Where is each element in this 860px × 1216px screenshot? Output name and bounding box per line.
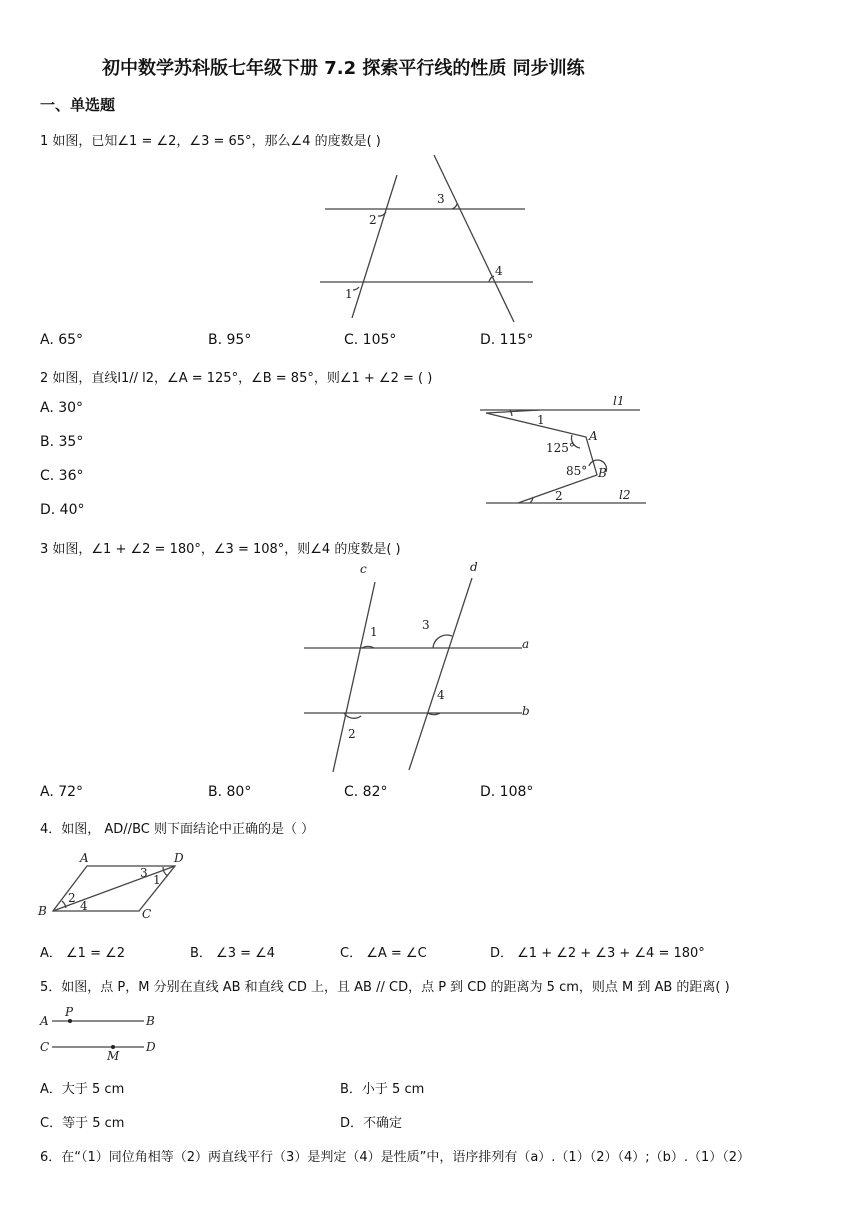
q1-option-d[interactable]: D. 115° [480,332,534,348]
q3-label-2: 2 [348,727,356,741]
q1-label-1: 1 [345,287,353,301]
q5-option-a[interactable]: A．大于 5 cm [40,1082,125,1097]
q2-option-a[interactable]: A. 30° [40,400,84,416]
q2-stem: 2 如图，直线l1// l2，∠A = 125°，∠B = 85°，则∠1 + ∠2 = ( ) [40,371,433,386]
q3-stem: 3 如图，∠1 + ∠2 = 180°，∠3 = 108°，则∠4 的度数是( ) [40,542,401,557]
q2-label-B: B [598,466,607,480]
q2-option-c[interactable]: C. 36° [40,468,84,484]
q3-option-d[interactable]: D. 108° [480,784,534,800]
q1-label-3: 3 [437,192,445,206]
q3-label-1: 1 [370,625,378,639]
q5-label-D: D [146,1040,156,1054]
q2-label-A: A [589,429,598,443]
q4-option-c[interactable]: C． ∠A = ∠C [340,946,427,961]
q1-option-c[interactable]: C. 105° [344,332,397,348]
q3-label-c: c [360,562,367,576]
q4-option-d[interactable]: D． ∠1 + ∠2 + ∠3 + ∠4 = 180° [490,946,705,961]
q2-label-125: 125° [546,441,575,455]
q5-label-P: P [65,1005,74,1019]
q6-stem: 6．在“（1）同位角相等（2）两直线平行（3）是判定（4）是性质”中，语序排列有（a）.（1）（2）（4）;（b）.（1）（2） [40,1150,751,1165]
q5-label-B: B [146,1014,155,1028]
q2-label-l1: l1 [613,394,625,408]
q3-label-b: b [522,704,530,718]
q3-option-b[interactable]: B. 80° [208,784,252,800]
q4-label-D: D [174,851,184,865]
q2-label-l2: l2 [619,488,631,502]
q5-label-C: C [40,1040,50,1054]
q2-option-d[interactable]: D. 40° [40,502,85,518]
q5-option-d[interactable]: D．不确定 [340,1116,403,1131]
q5-option-b[interactable]: B．小于 5 cm [340,1082,425,1097]
q3-label-d: d [470,560,478,574]
q1-option-b[interactable]: B. 95° [208,332,252,348]
q3-option-a[interactable]: A. 72° [40,784,84,800]
q5-label-M: M [107,1049,120,1063]
q1-option-a[interactable]: A. 65° [40,332,84,348]
q2-label-85: 85° [566,464,588,478]
q5-stem: 5．如图，点 P，M 分别在直线 AB 和直线 CD 上，且 AB // CD，点 P 到 CD 的距离为 5 cm，则点 M 到 AB 的距离( ) [40,980,730,995]
q3-option-c[interactable]: C. 82° [344,784,388,800]
q4-label-2: 2 [68,891,76,905]
q1-label-4: 4 [495,264,503,278]
q5-label-A: A [40,1014,49,1028]
q4-option-b[interactable]: B． ∠3 = ∠4 [190,946,276,961]
q2-option-b[interactable]: B. 35° [40,434,84,450]
q4-stem: 4．如图， AD//BC 则下面结论中正确的是（ ） [40,822,315,837]
q4-label-B: B [38,904,47,918]
q3-label-4: 4 [437,688,445,702]
q2-label-2: 2 [555,489,563,503]
q4-label-C: C [142,907,152,921]
q4-label-1: 1 [153,873,161,887]
q4-label-4: 4 [80,899,88,913]
q4-label-3: 3 [140,866,148,880]
q4-label-A: A [80,851,89,865]
q4-option-a[interactable]: A． ∠1 = ∠2 [40,946,126,961]
q1-stem: 1 如图，已知∠1 = ∠2，∠3 = 65°，那么∠4 的度数是( ) [40,134,381,149]
section-heading: 一、单选题 [40,96,116,114]
q5-option-c[interactable]: C．等于 5 cm [40,1116,125,1131]
page-title: 初中数学苏科版七年级下册 7.2 探索平行线的性质 同步训练 [102,58,585,79]
q3-label-3: 3 [422,618,430,632]
q1-label-2: 2 [369,213,377,227]
q3-label-a: a [522,637,530,651]
q2-label-1: 1 [537,413,545,427]
